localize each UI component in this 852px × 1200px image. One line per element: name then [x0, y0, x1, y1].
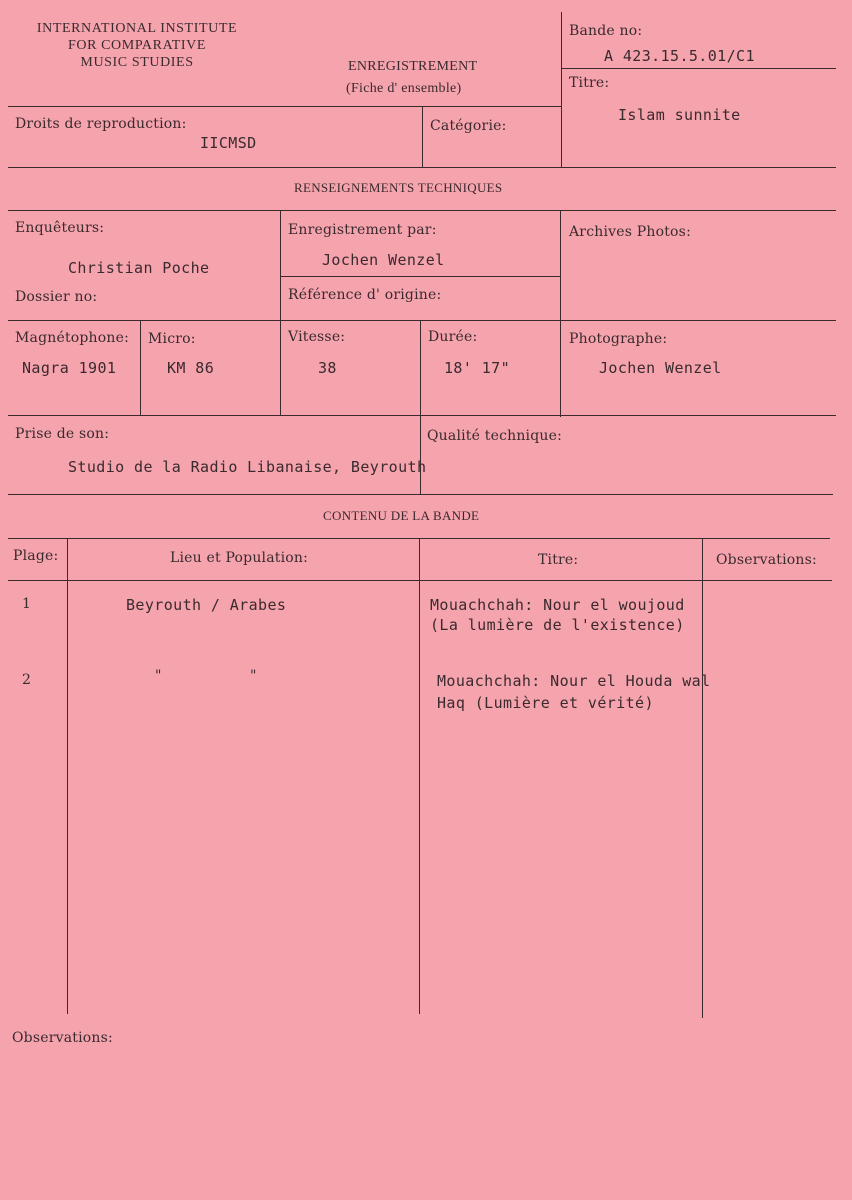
divider: [561, 68, 836, 69]
magnetophone-label: Magnétophone:: [15, 330, 130, 346]
photographe-value: Jochen Wenzel: [599, 359, 722, 377]
divider: [280, 210, 281, 415]
institute-line-1: INTERNATIONAL INSTITUTE: [36, 21, 238, 36]
col-header-lieu: Lieu et Population:: [170, 550, 309, 566]
divider: [8, 494, 833, 495]
enqueteurs-label: Enquêteurs:: [15, 220, 105, 236]
row-2-titre-line2: Haq (Lumière et vérité): [437, 694, 654, 712]
form-title: ENREGISTREMENT: [348, 59, 478, 74]
row-1-titre-line2: (La lumière de l'existence): [430, 616, 685, 634]
bande-value: A 423.15.5.01/C1: [604, 47, 755, 65]
divider: [702, 538, 703, 1018]
divider: [8, 106, 561, 107]
divider: [560, 210, 561, 417]
divider: [8, 167, 836, 168]
col-header-observations: Observations:: [716, 552, 817, 568]
bande-label: Bande no:: [569, 23, 643, 39]
reference-label: Référence d' origine:: [288, 287, 442, 303]
dossier-label: Dossier no:: [15, 289, 98, 305]
row-2-lieu-ditto-1: ": [155, 668, 162, 684]
observations-label: Observations:: [12, 1030, 113, 1046]
qualite-label: Qualité technique:: [427, 428, 563, 444]
section-title-technical: RENSEIGNEMENTS TECHNIQUES: [294, 180, 503, 195]
droits-value: IICMSD: [200, 134, 257, 152]
divider: [280, 276, 560, 277]
divider: [561, 12, 562, 168]
enqueteurs-value: Christian Poche: [68, 259, 210, 277]
divider: [67, 538, 68, 1014]
photographe-label: Photographe:: [569, 331, 668, 347]
divider: [422, 106, 423, 167]
row-1-plage: 1: [22, 596, 32, 612]
divider: [8, 320, 836, 321]
enregistrement-par-label: Enregistrement par:: [288, 222, 437, 238]
divider: [8, 415, 836, 416]
divider: [140, 320, 141, 415]
categorie-label: Catégorie:: [430, 118, 507, 134]
duree-label: Durée:: [428, 329, 478, 345]
vitesse-label: Vitesse:: [288, 329, 346, 345]
prise-value: Studio de la Radio Libanaise, Beyrouth: [68, 458, 427, 476]
row-2-titre-line1: Mouachchah: Nour el Houda wal: [437, 672, 711, 690]
row-2-lieu-ditto-2: ": [250, 668, 257, 684]
vitesse-value: 38: [318, 359, 337, 377]
divider: [8, 580, 832, 581]
section-title-contenu: CONTENU DE LA BANDE: [323, 508, 480, 523]
divider: [419, 538, 420, 1014]
row-1-lieu: Beyrouth / Arabes: [126, 596, 287, 614]
institute-line-3: MUSIC STUDIES: [80, 55, 194, 70]
duree-value: 18' 17": [444, 359, 511, 377]
institute-name: [12, 20, 262, 71]
archives-label: Archives Photos:: [569, 224, 691, 240]
col-header-plage: Plage:: [13, 548, 59, 564]
enregistrement-par-value: Jochen Wenzel: [322, 251, 445, 269]
titre-label: Titre:: [569, 75, 610, 91]
droits-label: Droits de reproduction:: [15, 116, 187, 132]
prise-label: Prise de son:: [15, 426, 110, 442]
magnetophone-value: Nagra 1901: [22, 359, 117, 377]
row-1-titre-line1: Mouachchah: Nour el woujoud: [430, 596, 685, 614]
divider: [8, 210, 836, 211]
micro-label: Micro:: [148, 331, 196, 347]
titre-value: Islam sunnite: [618, 106, 741, 124]
col-header-titre: Titre:: [538, 552, 579, 568]
institute-line-2: FOR COMPARATIVE: [67, 38, 206, 53]
row-2-plage: 2: [22, 672, 32, 688]
micro-value: KM 86: [167, 359, 215, 377]
form-subtitle: (Fiche d' ensemble): [346, 81, 462, 96]
